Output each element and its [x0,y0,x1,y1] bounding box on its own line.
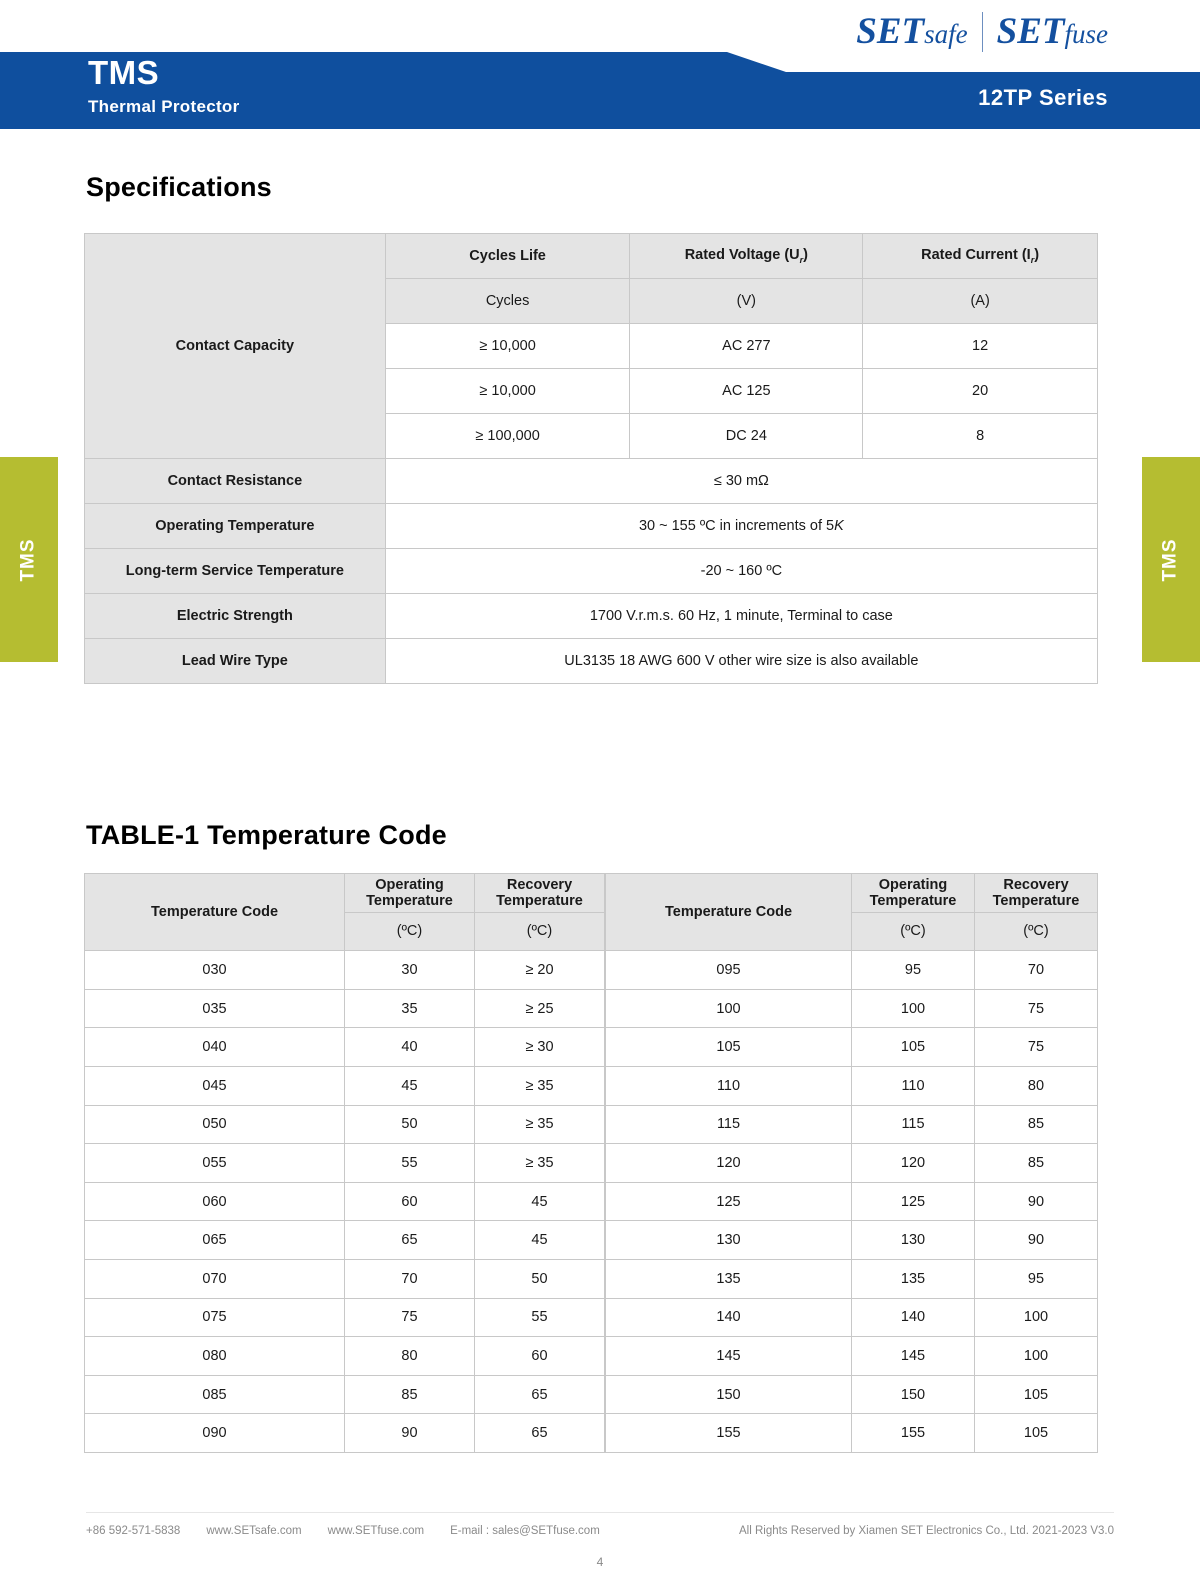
footer-divider [86,1512,1114,1513]
cell-operating: 80 [345,1337,475,1376]
table-row [606,1066,1098,1105]
logo-setsafe-light: safe [924,19,968,49]
table-row [85,234,1098,279]
unit-recovery-celsius: (ºC) [975,912,1098,951]
footer-site-setsafe[interactable]: www.SETsafe.com [206,1525,302,1537]
table-row [85,1066,605,1105]
cell-operating: 45 [345,1066,475,1105]
cell-code: 065 [85,1221,345,1260]
cell-code: 130 [606,1221,852,1260]
table-row [606,1221,1098,1260]
cell-voltage: AC 277 [630,324,863,369]
cell-code: 060 [85,1182,345,1221]
cell-recovery: 80 [975,1066,1098,1105]
cell-recovery: 90 [975,1182,1098,1221]
cell-operating: 110 [852,1066,975,1105]
logo-setfuse [997,10,1108,53]
table-row [606,874,1098,913]
cell-operating: 40 [345,1028,475,1067]
cell-code: 120 [606,1144,852,1183]
cell-operating: 50 [345,1105,475,1144]
cell-operating: 140 [852,1298,975,1337]
cell-cycles: ≥ 100,000 [385,414,630,459]
header-recovery-line2: Temperature [992,892,1080,909]
cell-code: 070 [85,1259,345,1298]
logo-setsafe-strong: SET [856,11,925,52]
cell-code: 125 [606,1182,852,1221]
table-row [85,549,1098,594]
specifications-table [84,233,1098,684]
cell-operating: 65 [345,1221,475,1260]
footer-contact-group [86,1525,600,1537]
table-row [606,1144,1098,1183]
table-row [606,951,1098,990]
cell-operating: 55 [345,1144,475,1183]
cell-code: 045 [85,1066,345,1105]
product-subtitle: Thermal Protector [88,96,240,116]
table-row [606,1028,1098,1067]
header-rated-current [863,234,1098,279]
cell-code: 030 [85,951,345,990]
footer-content [86,1525,1114,1537]
unit-operating-celsius: (ºC) [852,912,975,951]
row-value-electric-strength: 1700 V.r.m.s. 60 Hz, 1 minute, Terminal to case [385,594,1097,639]
cell-recovery: 65 [475,1375,605,1414]
header-operating-temperature [345,874,475,913]
table-row [606,1375,1098,1414]
row-label-contact-resistance: Contact Resistance [85,459,386,504]
cell-recovery: 60 [475,1337,605,1376]
cell-recovery: 100 [975,1298,1098,1337]
temperature-code-table-left [84,873,605,1453]
cell-cycles: ≥ 10,000 [385,369,630,414]
table-row [85,1144,605,1183]
header-operating-line2: Temperature [366,892,453,909]
product-title: TMS [88,54,160,91]
side-tab-left-label: TMS [17,537,39,582]
rated-voltage-subscript: r [799,254,804,265]
table-row [85,639,1098,684]
unit-recovery-celsius: (ºC) [475,912,605,951]
table-row [606,1337,1098,1376]
cell-recovery: 85 [975,1105,1098,1144]
row-label-operating-temperature: Operating Temperature [85,504,386,549]
unit-volts: (V) [630,279,863,324]
cell-operating: 150 [852,1375,975,1414]
row-value-longterm-service-temperature: -20 ~ 160 ºC [385,549,1097,594]
footer-site-setfuse[interactable]: www.SETfuse.com [327,1525,425,1537]
row-value-lead-wire-type: UL3135 18 AWG 600 V other wire size is also available [385,639,1097,684]
cell-code: 150 [606,1375,852,1414]
table-row [85,989,605,1028]
row-label-lead-wire-type: Lead Wire Type [85,639,386,684]
table-row [85,459,1098,504]
side-tab-right-label: TMS [1159,537,1181,582]
footer-phone: +86 592-571-5838 [86,1525,181,1537]
header-recovery-line1: Recovery [1003,876,1069,893]
side-tab-left [0,457,58,662]
cell-recovery: ≥ 35 [475,1105,605,1144]
cell-operating: 105 [852,1028,975,1067]
table-row [85,1414,605,1453]
table-row [606,1105,1098,1144]
cell-recovery: 105 [975,1375,1098,1414]
table-row [85,951,605,990]
cell-code: 035 [85,989,345,1028]
cell-operating: 145 [852,1337,975,1376]
cell-operating: 30 [345,951,475,990]
cell-recovery: 90 [975,1221,1098,1260]
header-operating-line1: Operating [375,876,444,893]
table-row [85,1259,605,1298]
cell-recovery: ≥ 35 [475,1066,605,1105]
row-value-operating-temperature [385,504,1097,549]
logo-divider [982,12,983,52]
header-title-block [88,56,240,117]
cell-recovery: 75 [975,989,1098,1028]
rated-voltage-text: Rated Voltage (U [684,247,800,264]
page-header [0,0,1200,132]
cell-code: 135 [606,1259,852,1298]
cell-code: 040 [85,1028,345,1067]
cell-operating: 125 [852,1182,975,1221]
cell-recovery: ≥ 25 [475,989,605,1028]
cell-code: 080 [85,1337,345,1376]
table-row [85,594,1098,639]
cell-recovery: 65 [475,1414,605,1453]
table-row [606,989,1098,1028]
table-row [85,1028,605,1067]
table-row [85,1182,605,1221]
specifications-heading: Specifications [86,172,272,202]
cell-recovery: 50 [475,1259,605,1298]
cell-code: 155 [606,1414,852,1453]
rated-voltage-paren: ) [803,247,808,264]
company-logo [856,10,1108,53]
cell-code: 115 [606,1105,852,1144]
cell-recovery: ≥ 35 [475,1144,605,1183]
table-row [85,504,1098,549]
table-row [85,1221,605,1260]
cell-recovery: ≥ 30 [475,1028,605,1067]
row-label-electric-strength: Electric Strength [85,594,386,639]
cell-recovery: 70 [975,951,1098,990]
cell-recovery: 100 [975,1337,1098,1376]
header-operating-line1: Operating [878,876,948,893]
rated-current-subscript: r [1030,254,1035,265]
cell-code: 145 [606,1337,852,1376]
cell-recovery: ≥ 20 [475,951,605,990]
cell-recovery: 55 [475,1298,605,1337]
cell-operating: 130 [852,1221,975,1260]
cell-code: 095 [606,951,852,990]
cell-recovery: 45 [475,1182,605,1221]
cell-cycles: ≥ 10,000 [385,324,630,369]
cell-code: 110 [606,1066,852,1105]
unit-cycles: Cycles [385,279,630,324]
series-label: 12TP Series [978,85,1108,110]
header-recovery-temperature [975,874,1098,913]
header-recovery-line2: Temperature [496,892,583,909]
cell-voltage: DC 24 [630,414,863,459]
cell-operating: 95 [852,951,975,990]
cell-code: 050 [85,1105,345,1144]
contact-capacity-label: Contact Capacity [85,234,386,459]
cell-operating: 70 [345,1259,475,1298]
logo-setfuse-strong: SET [996,11,1065,52]
row-value-contact-resistance: ≤ 30 mΩ [385,459,1097,504]
rated-current-text: Rated Current (I [921,247,1031,264]
cell-current: 12 [863,324,1098,369]
table-row [85,1337,605,1376]
table-row [85,1105,605,1144]
table-row [606,1182,1098,1221]
cell-recovery: 45 [475,1221,605,1260]
table-row [85,874,605,913]
table-row [85,1375,605,1414]
cell-code: 090 [85,1414,345,1453]
header-recovery-line1: Recovery [506,876,573,893]
header-rated-voltage [630,234,863,279]
header-recovery-temperature [475,874,605,913]
cell-code: 075 [85,1298,345,1337]
cell-operating: 85 [345,1375,475,1414]
cell-operating: 120 [852,1144,975,1183]
operating-temperature-unit-k: K [834,518,844,534]
table-row [606,1298,1098,1337]
cell-voltage: AC 125 [630,369,863,414]
cell-recovery: 95 [975,1259,1098,1298]
cell-code: 055 [85,1144,345,1183]
logo-setfuse-light: fuse [1064,19,1108,49]
header-operating-temperature [852,874,975,913]
cell-operating: 35 [345,989,475,1028]
cell-code: 140 [606,1298,852,1337]
table-row [606,1414,1098,1453]
footer-copyright: All Rights Reserved by Xiamen SET Electronics Co., Ltd. 2021-2023 V3.0 [738,1525,1114,1537]
cell-operating: 155 [852,1414,975,1453]
cell-recovery: 85 [975,1144,1098,1183]
cell-current: 20 [863,369,1098,414]
cell-code: 100 [606,989,852,1028]
cell-recovery: 75 [975,1028,1098,1067]
header-temperature-code: Temperature Code [606,874,852,951]
row-label-longterm-service-temperature: Long-term Service Temperature [85,549,386,594]
header-operating-line2: Temperature [869,892,957,909]
cell-operating: 100 [852,989,975,1028]
unit-operating-celsius: (ºC) [345,912,475,951]
unit-amps: (A) [863,279,1098,324]
footer-email[interactable]: E-mail : sales@SETfuse.com [450,1525,600,1537]
page-number: 4 [596,1555,604,1569]
table1-heading: TABLE-1 Temperature Code [86,820,447,850]
cell-operating: 75 [345,1298,475,1337]
cell-code: 105 [606,1028,852,1067]
cell-recovery: 105 [975,1414,1098,1453]
table-row [85,1298,605,1337]
cell-operating: 115 [852,1105,975,1144]
header-temperature-code: Temperature Code [85,874,345,951]
temperature-code-table-right [605,873,1098,1453]
cell-current: 8 [863,414,1098,459]
logo-setsafe [856,10,967,53]
cell-operating: 135 [852,1259,975,1298]
side-tab-right [1142,457,1200,662]
cell-operating: 60 [345,1182,475,1221]
table-row [606,1259,1098,1298]
rated-current-paren: ) [1034,247,1040,264]
header-cycles-life: Cycles Life [385,234,630,279]
operating-temperature-text: 30 ~ 155 ºC in increments of 5 [638,518,835,534]
cell-code: 085 [85,1375,345,1414]
cell-operating: 90 [345,1414,475,1453]
